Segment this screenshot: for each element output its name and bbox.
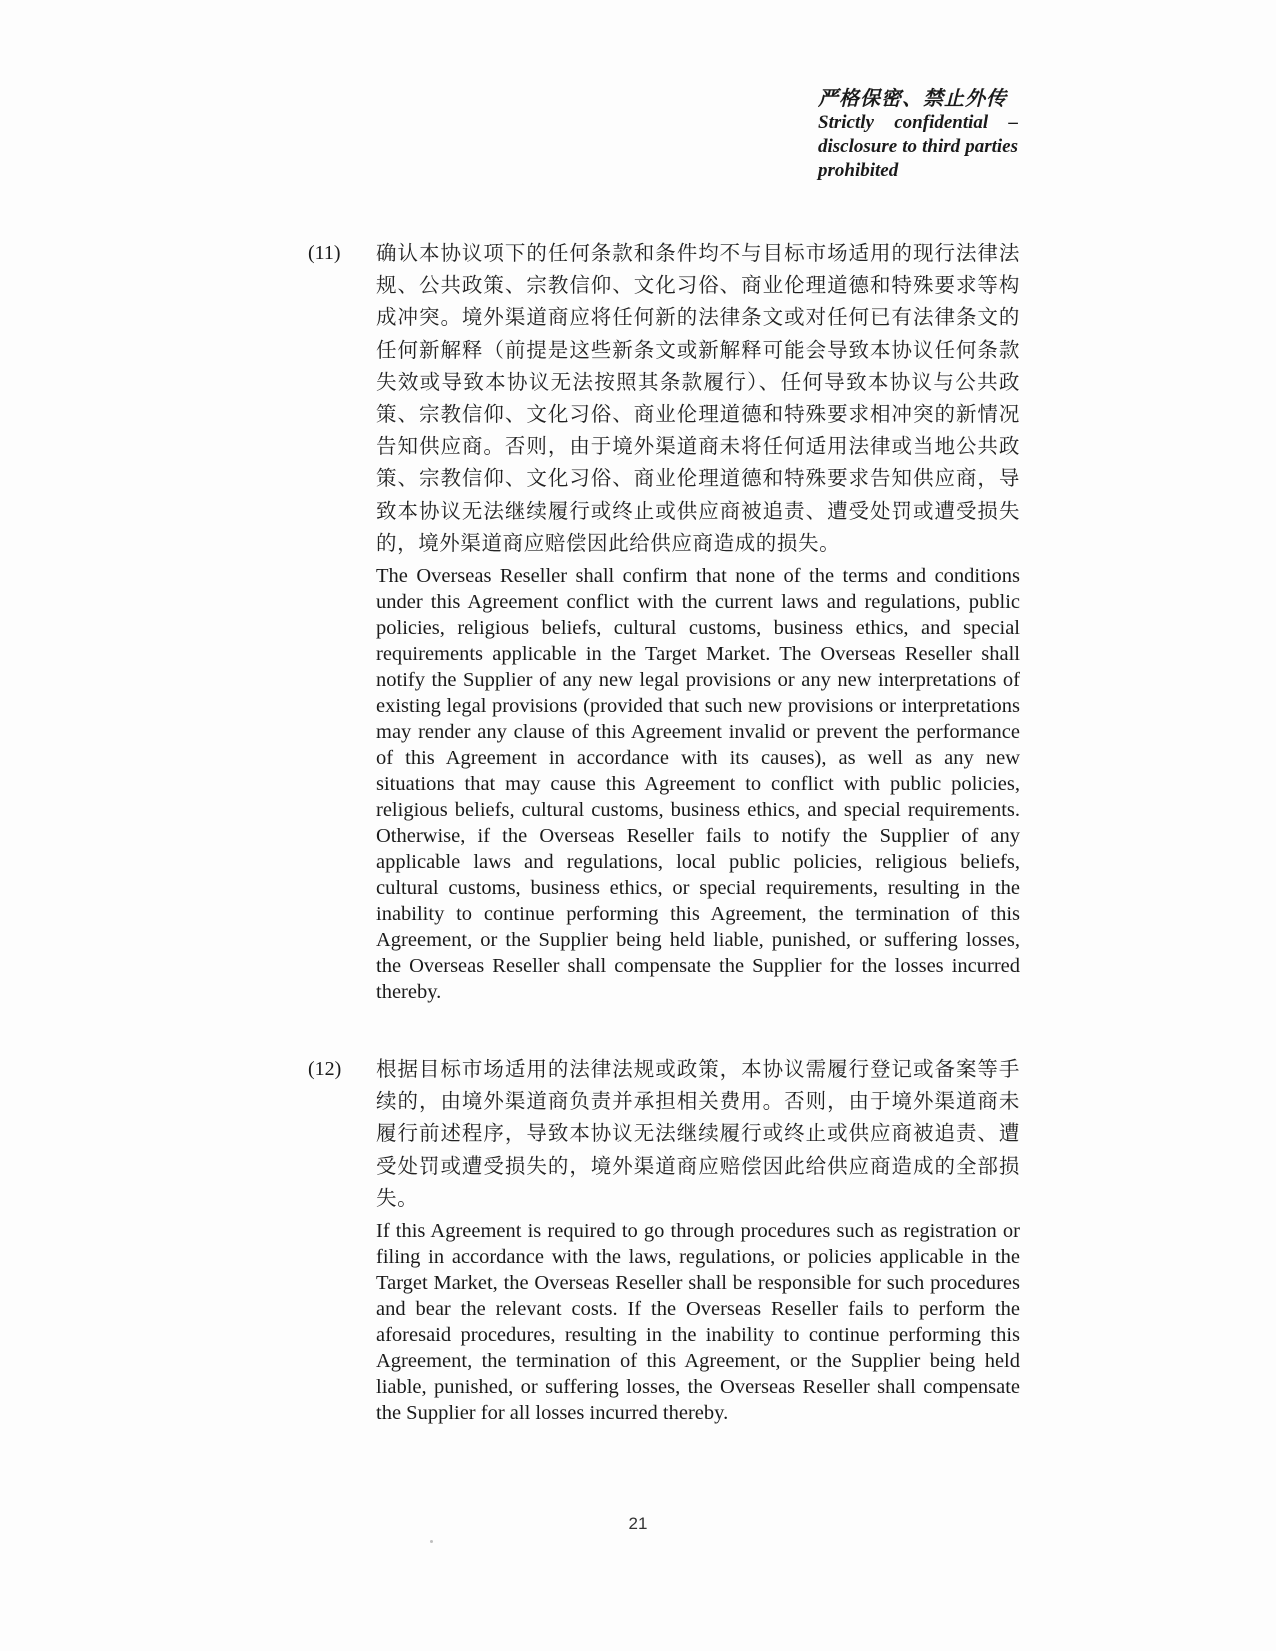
clause-text-zh: 根据目标市场适用的法律法规或政策，本协议需履行登记或备案等手续的，由境外渠道商负责并承担相关费用。否则，由于境外渠道商未履行前述程序，导致本协议无法继续履行或终止或供应商被追责、遭受处罚或遭受损失的，境外渠道商应赔偿因此给供应商造成的全部损失。 bbox=[376, 1057, 1020, 1210]
clause-text-zh: 确认本协议项下的任何条款和条件均不与目标市场适用的现行法律法规、公共政策、宗教信仰、文化习俗、商业伦理道德和特殊要求等构成冲突。境外渠道商应将任何新的法律条文或对任何已有法律条文的任何新解释（前提是这些新条文或新解释可能会导致本协议任何条款失效或导致本协议无法按照其条款履行）、任何导致本协议与公共政策、宗教信仰、文化习俗、商业伦理道德和特殊要求相冲突的新情况告知供应商。否则，由于境外渠道商未将任何适用法律或当地公共政策、宗教信仰、文化习俗、商业伦理道德和特殊要求告知供应商，导致本协议无法继续履行或终止或供应商被追责、遭受处罚或遭受损失的，境外渠道商应赔偿因此给供应商造成的损失。 bbox=[376, 241, 1020, 555]
clause-number: (11) bbox=[308, 242, 341, 264]
clause-body bbox=[376, 237, 1020, 1005]
confidentiality-notice-zh: 严格保密、禁止外传 bbox=[818, 86, 1007, 110]
clause-text-en: If this Agreement is required to go through procedures such as registration or filing in accordance with the laws, regulations, or policies applicable in the Target Market, the Overseas Reseller shall be responsible for such procedures and bear the relevant costs. If the Overseas Reseller fails to perform the aforesaid procedures, resulting in the inability to continue performing this Agreement, the termination of this Agreement, or the Supplier being held liable, punished, or suffering losses, the Overseas Reseller shall compensate the Supplier for all losses incurred thereby. bbox=[376, 1220, 1020, 1425]
clause-number: (12) bbox=[308, 1058, 342, 1080]
clause-body bbox=[376, 1053, 1020, 1426]
clause-text-en: The Overseas Reseller shall confirm that none of the terms and conditions under this Agreement conflict with the current laws and regulations, public policies, religious beliefs, cultural customs, business ethics, and special requirements applicable in the Target Market. The Overseas Reseller shall notify the Supplier of any new legal provisions or any new interpretations of existing legal provisions (provided that such new provisions or interpretations may render any clause of this Agreement invalid or prevent the performance of this Agreement in accordance with its causes), as well as any new situations that may cause this Agreement to conflict with public policies, religious beliefs, cultural customs, business ethics, and special requirements. Otherwise, if the Overseas Reseller fails to notify the Supplier of any applicable laws and regulations, local public policies, religious beliefs, cultural customs, business ethics, or special requirements, resulting in the inability to continue performing this Agreement, the termination of this Agreement, or the Supplier being held liable, punished, or suffering losses, the Overseas Reseller shall compensate the Supplier for the losses incurred thereby. bbox=[376, 565, 1020, 1004]
confidentiality-notice-en: Strictly confidential – disclosure to third parties prohibited bbox=[818, 112, 1018, 181]
page-number: 21 bbox=[628, 1514, 648, 1533]
scan-speck bbox=[430, 1540, 433, 1543]
confidentiality-notice bbox=[818, 86, 1018, 183]
